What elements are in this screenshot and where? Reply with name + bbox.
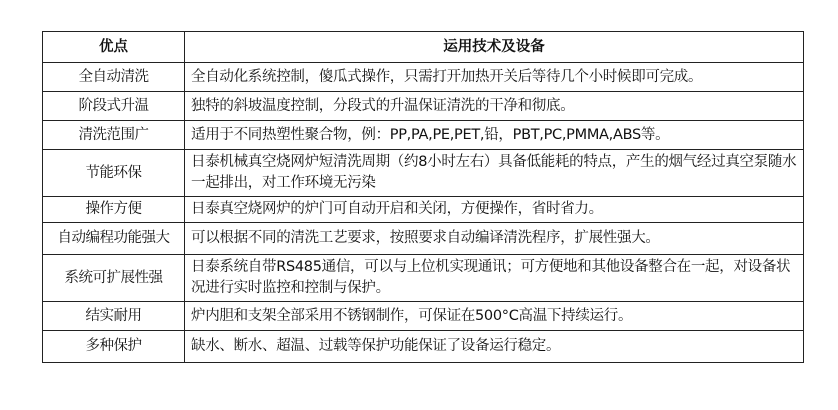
table-header-row xyxy=(43,32,804,63)
advantage-description: 缺水、断水、超温、过载等保护功能保证了设备运行稳定。 xyxy=(185,331,804,363)
table-row xyxy=(43,121,804,150)
advantage-name: 系统可扩展性强 xyxy=(43,255,185,302)
advantage-name: 操作方便 xyxy=(43,197,185,223)
advantage-name: 节能环保 xyxy=(43,150,185,197)
advantage-name: 全自动清洗 xyxy=(43,63,185,92)
advantage-name: 多种保护 xyxy=(43,331,185,363)
table-row xyxy=(43,331,804,363)
advantage-name: 清洗范围广 xyxy=(43,121,185,150)
advantage-name: 自动编程功能强大 xyxy=(43,223,185,255)
header-technology: 运用技术及设备 xyxy=(185,32,804,63)
advantage-description: 适用于不同热塑性聚合物，例：PP,PA,PE,PET,铅，PBT,PC,PMMA,ABS等。 xyxy=(185,121,804,150)
advantages-table xyxy=(42,31,804,363)
advantage-description: 全自动化系统控制，傻瓜式操作，只需打开加热开关后等待几个小时候即可完成。 xyxy=(185,63,804,92)
advantage-name: 结实耐用 xyxy=(43,302,185,331)
advantage-description: 可以根据不同的清洗工艺要求，按照要求自动编译清洗程序，扩展性强大。 xyxy=(185,223,804,255)
header-advantage: 优点 xyxy=(43,32,185,63)
advantage-description: 日泰系统自带RS485通信，可以与上位机实现通讯；可方便地和其他设备整合在一起，对设备状况进行实时监控和控制与保护。 xyxy=(185,255,804,302)
table-row xyxy=(43,223,804,255)
table-row xyxy=(43,255,804,302)
table-row xyxy=(43,197,804,223)
table-row xyxy=(43,150,804,197)
table-row xyxy=(43,63,804,92)
table-row xyxy=(43,92,804,121)
table-row xyxy=(43,302,804,331)
advantage-description: 日泰真空烧网炉的炉门可自动开启和关闭，方便操作，省时省力。 xyxy=(185,197,804,223)
advantage-description: 日泰机械真空烧网炉短清洗周期（约8小时左右）具备低能耗的特点，产生的烟气经过真空泵随水一起排出，对工作环境无污染 xyxy=(185,150,804,197)
advantage-name: 阶段式升温 xyxy=(43,92,185,121)
advantage-description: 独特的斜坡温度控制，分段式的升温保证清洗的干净和彻底。 xyxy=(185,92,804,121)
advantage-description: 炉内胆和支架全部采用不锈钢制作，可保证在500°C高温下持续运行。 xyxy=(185,302,804,331)
